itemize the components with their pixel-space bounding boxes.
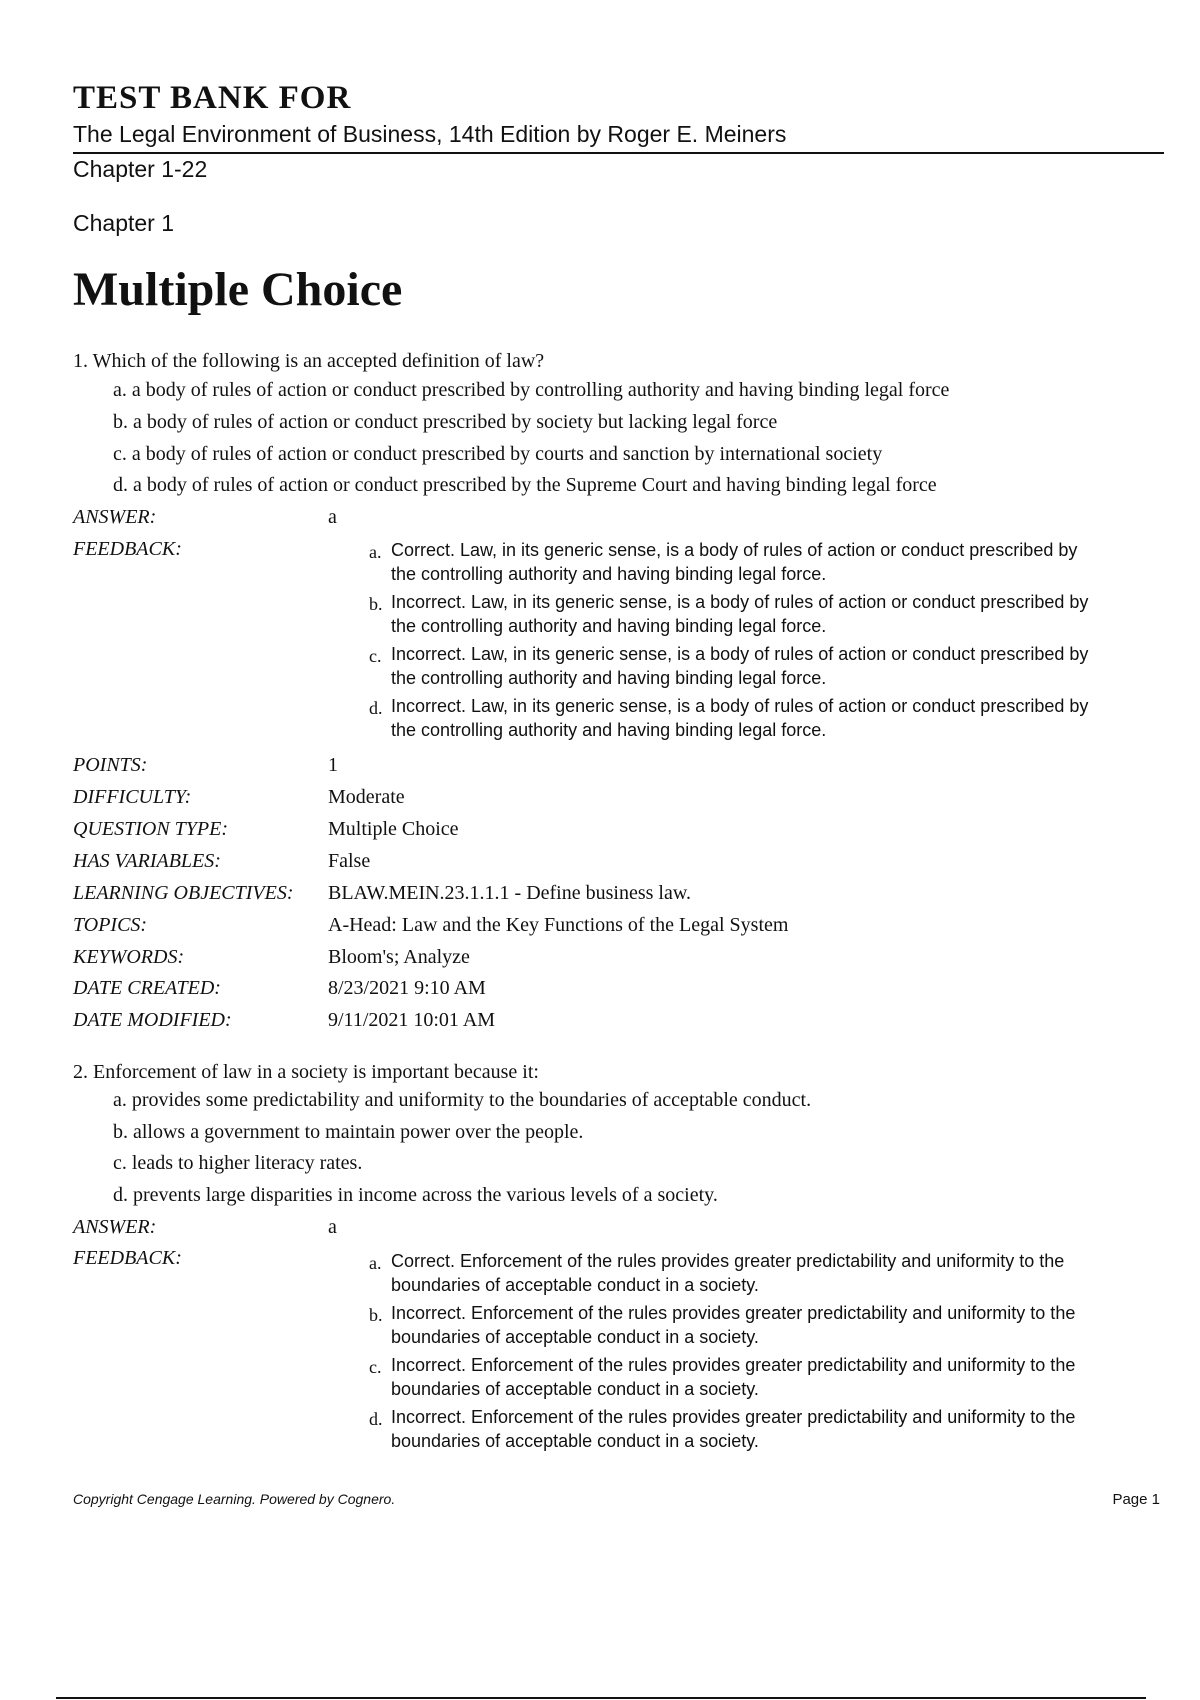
date-created-label: DATE CREATED: [73,977,221,999]
answer-option: c. leads to higher literacy rates. [113,1152,363,1174]
question-type-label: QUESTION TYPE: [73,818,229,840]
date-created-value: 8/23/2021 9:10 AM [328,977,486,999]
has-variables-value: False [328,850,371,872]
date-modified-value: 9/11/2021 10:01 AM [328,1009,496,1031]
answer-option: a. a body of rules of action or conduct prescribed by controlling authority and having binding legal force [113,379,950,401]
answer-option: a. provides some predictability and uniformity to the boundaries of acceptable conduct. [113,1089,812,1111]
answer-option: b. a body of rules of action or conduct prescribed by society but lacking legal force [113,411,778,433]
difficulty-value: Moderate [328,786,405,808]
keywords-value: Bloom's; Analyze [328,946,470,968]
question-type-value: Multiple Choice [328,818,459,840]
document-subtitle: The Legal Environment of Business, 14th Edition by Roger E. Meiners [73,121,787,147]
question-stem: 1. Which of the following is an accepted definition of law? [73,350,545,372]
answer-value: a [328,506,337,528]
chapter-range: Chapter 1-22 [73,156,208,182]
has-variables-label: HAS VARIABLES: [73,850,221,872]
keywords-label: KEYWORDS: [73,946,185,968]
feedback-letter: a. [369,1253,382,1273]
learning-objectives-value: BLAW.MEIN.23.1.1.1 - Define business law. [328,882,691,904]
points-value: 1 [328,754,338,776]
difficulty-label: DIFFICULTY: [73,786,192,808]
feedback-letter: b. [369,1305,383,1325]
page-number: Page 1 [1112,1491,1160,1508]
question-stem: 2. Enforcement of law in a society is important because it: [73,1061,539,1083]
feedback-text: Correct. Law, in its generic sense, is a body of rules of action or conduct prescribed by the controlling authority and having binding legal force. [391,540,1078,584]
feedback-letter: d. [369,1409,383,1429]
feedback-letter: d. [369,698,383,718]
answer-option: d. a body of rules of action or conduct prescribed by the Supreme Court and having binding legal force [113,474,937,496]
answer-option: c. a body of rules of action or conduct prescribed by courts and sanction by international society [113,443,883,465]
chapter-heading: Chapter 1 [73,210,175,236]
feedback-text: Incorrect. Enforcement of the rules provides greater predictability and uniformity to the boundaries of acceptable conduct in a society. [391,1303,1076,1347]
section-title: Multiple Choice [73,263,403,316]
bottom-divider [56,1697,1146,1699]
answer-label: ANSWER: [73,1216,157,1238]
feedback-text: Incorrect. Enforcement of the rules provides greater predictability and uniformity to the boundaries of acceptable conduct in a society. [391,1355,1076,1399]
document-title: TEST BANK FOR [73,80,352,116]
date-modified-label: DATE MODIFIED: [73,1009,232,1031]
feedback-text: Incorrect. Law, in its generic sense, is a body of rules of action or conduct prescribed by the controlling authority and having binding legal force. [391,644,1089,688]
answer-option: b. allows a government to maintain power over the people. [113,1121,584,1143]
feedback-letter: c. [369,1357,382,1377]
feedback-text: Correct. Enforcement of the rules provides greater predictability and uniformity to the boundaries of acceptable conduct in a society. [391,1251,1065,1295]
answer-label: ANSWER: [73,506,157,528]
feedback-text: Incorrect. Enforcement of the rules provides greater predictability and uniformity to the boundaries of acceptable conduct in a society. [391,1407,1076,1451]
feedback-text: Incorrect. Law, in its generic sense, is a body of rules of action or conduct prescribed by the controlling authority and having binding legal force. [391,592,1089,636]
feedback-text: Incorrect. Law, in its generic sense, is a body of rules of action or conduct prescribed by the controlling authority and having binding legal force. [391,696,1089,740]
header-divider [73,152,1164,154]
answer-option: d. prevents large disparities in income across the various levels of a society. [113,1184,718,1206]
feedback-letter: a. [369,542,382,562]
feedback-letter: b. [369,594,383,614]
feedback-letter: c. [369,646,382,666]
learning-objectives-label: LEARNING OBJECTIVES: [73,882,294,904]
points-label: POINTS: [73,754,148,776]
feedback-label: FEEDBACK: [73,538,182,560]
feedback-label: FEEDBACK: [73,1247,182,1269]
topics-value: A-Head: Law and the Key Functions of the Legal System [328,914,789,936]
answer-value: a [328,1216,337,1238]
copyright-notice: Copyright Cengage Learning. Powered by Cognero. [73,1491,396,1507]
topics-label: TOPICS: [73,914,148,936]
